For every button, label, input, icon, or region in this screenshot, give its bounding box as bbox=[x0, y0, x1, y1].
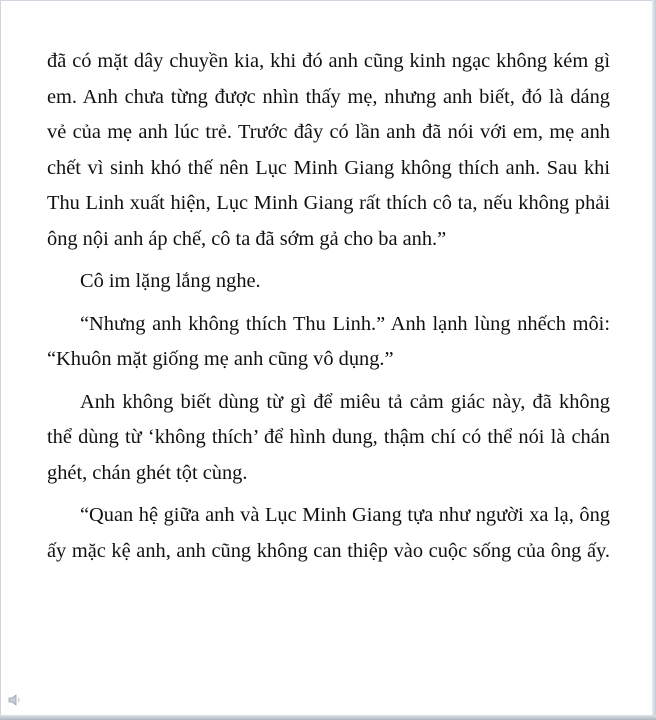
text-line: Thu Linh xuất hiện, Lục Minh Giang rất thích cô ta, nếu không phải bbox=[47, 192, 610, 215]
paragraph-5 bbox=[47, 498, 610, 569]
text-line: “Quan hệ giữa anh và Lục Minh Giang tựa như người xa lạ, ông bbox=[80, 504, 610, 527]
text-line: ấy mặc kệ anh, anh cũng không can thiệp vào cuộc sống của ông ấy. bbox=[47, 539, 610, 562]
paragraph-4 bbox=[47, 385, 610, 492]
document-page bbox=[47, 44, 610, 576]
paragraph-2 bbox=[47, 264, 610, 300]
text-line: thể dùng từ ‘không thích’ để hình dung, thậm chí có thể nói là chán bbox=[47, 426, 610, 449]
page-shadow-bottom bbox=[0, 715, 656, 720]
speaker-icon[interactable] bbox=[8, 694, 22, 706]
text-line: Cô im lặng lắng nghe. bbox=[80, 270, 261, 293]
paragraph-3 bbox=[47, 307, 610, 378]
text-line: vẻ của mẹ anh lúc trẻ. Trước đây có lần anh đã nói với em, mẹ anh bbox=[47, 121, 610, 144]
text-line: Anh không biết dùng từ gì để miêu tả cảm giác này, đã không bbox=[80, 390, 610, 413]
text-line: em. Anh chưa từng được nhìn thấy mẹ, nhưng anh biết, đó là dáng bbox=[47, 85, 610, 108]
text-line: “Nhưng anh không thích Thu Linh.” Anh lạnh lùng nhếch môi: bbox=[80, 312, 610, 335]
paragraph-1 bbox=[47, 44, 610, 258]
text-line: chết vì sinh khó thế nên Lục Minh Giang không thích anh. Sau khi bbox=[47, 156, 610, 179]
text-line: “Khuôn mặt giống mẹ anh cũng vô dụng.” bbox=[47, 348, 394, 371]
page-shadow-right bbox=[652, 0, 656, 720]
text-line: đã có mặt dây chuyền kia, khi đó anh cũng kinh ngạc không kém gì bbox=[47, 50, 610, 72]
text-line: ông nội anh áp chế, cô ta đã sớm gả cho ba anh.” bbox=[47, 227, 447, 250]
text-line: ghét, chán ghét tột cùng. bbox=[47, 461, 248, 484]
